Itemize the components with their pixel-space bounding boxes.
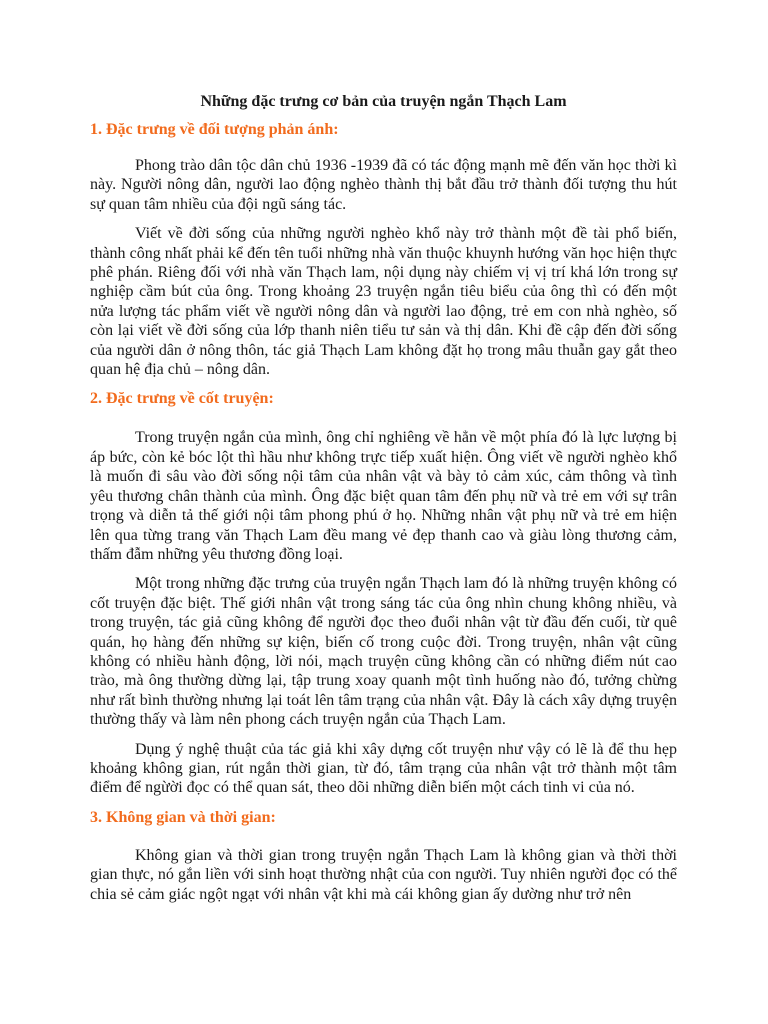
paragraph: Viết về đời sống của những người nghèo khổ này trở thành một đề tài phổ biến, thành công nhất phải kể đến tên tuổi những nhà văn thuộc khuynh hướng văn học hiện thực phê phán. Riêng đối với nhà văn Thạch lam, nội dụng này chiếm vị vị trí khá lớn trong sự nghiệp cầm bút của ông. Trong khoảng 23 truyện ngắn tiêu biểu của ông thì có đến một nửa lượng tác phẩm viết về người nông dân và người lao động, trẻ em con nhà nghèo, số còn lại viết về đời sống của lớp thanh niên tiểu tư sản và thị dân. Khi đề cập đến đời sống của người dân ở nông thôn, tác giả Thạch Lam không đặt họ trong mâu thuẫn gay gắt theo quan hệ địa chủ – nông dân. — [90, 225, 677, 379]
section-doi-tuong-phan-anh — [90, 120, 677, 379]
paragraph: Một trong những đặc trưng của truyện ngắn Thạch lam đó là những truyện không có cốt truyện đặc biệt. Thế giới nhân vật trong sáng tác của ông nhìn chung không nhiều, và trong truyện, tác giả cũng không để người đọc theo đuổi nhân vật từ đầu đến cuối, từ quê quán, họ hàng đến những sự kiện, biến cố trong cuộc đời. Trong truyện, nhân vật cũng không có nhiều hành động, lời nói, mạch truyện cũng không cần có những điểm nút cao trào, mà ông thường dừng lại, tập trung xoay quanh một tình huống nào đó, tưởng chừng như rất bình thường nhưng lại toát lên tâm trạng của nhân vật. Đây là cách xây dựng truyện thường thấy và làm nên phong cách truyện ngắn của Thạch Lam. — [90, 575, 677, 729]
section-khong-gian-thoi-gian — [90, 808, 677, 904]
document-page — [90, 92, 677, 914]
section-heading: 1. Đặc trưng về đối tượng phản ánh: — [90, 121, 339, 138]
paragraph: Phong trào dân tộc dân chủ 1936 -1939 đã có tác động mạnh mẽ đến văn học thời kì này. Người nông dân, người lao động nghèo thành thị bắt đầu trở thành đối tượng thu hút sự quan tâm nhiều của đội ngũ sáng tác. — [90, 157, 677, 213]
section-heading: 2. Đặc trưng về cốt truyện: — [90, 390, 274, 408]
section-heading: 3. Không gian và thời gian: — [90, 808, 276, 826]
paragraph: Không gian và thời gian trong truyện ngắn Thạch Lam là không gian và thời thời gian thực, nó gắn liền với sinh hoạt thường nhật của con người. Tuy nhiên người đọc có thể chia sẻ cảm giác ngột ngạt với nhân vật khi mà cái không gian ấy dường như trở nên — [90, 846, 677, 903]
paragraph: Dụng ý nghệ thuật của tác giả khi xây dựng cốt truyện như vậy có lẽ là để thu hẹp khoảng không gian, rút ngắn thời gian, từ đó, tâm trạng của nhân vật trở thành một tâm điểm để ngừời đọc có thể quan sát, theo dõi những diễn biến một cách tinh vi của nó. — [90, 740, 677, 797]
document-title: Những đặc trưng cơ bản của truyện ngắn Thạch Lam — [200, 93, 567, 110]
paragraph: Trong truyện ngắn của mình, ông chỉ nghiêng về hẳn về một phía đó là lực lượng bị áp bức, còn kẻ bóc lột thì hầu như không trực tiếp xuất hiện. Ông viết về người nghèo khổ là muốn đi sâu vào đời sống nội tâm của nhân vật và bày tỏ cảm xúc, cảm thông và tình yêu thương chân thành của mình. Ông đặc biệt quan tâm đến phụ nữ và trẻ em với sự trân trọng và diễn tả thế giới nội tâm phong phú ở họ. Những nhân vật phụ nữ và trẻ em hiện lên qua từng trang văn Thạch Lam đều mang vẻ đẹp thanh cao và giàu lòng thương cảm, thấm đẫm những yêu thương đồng loại. — [90, 429, 677, 563]
section-cot-truyen — [90, 389, 677, 797]
